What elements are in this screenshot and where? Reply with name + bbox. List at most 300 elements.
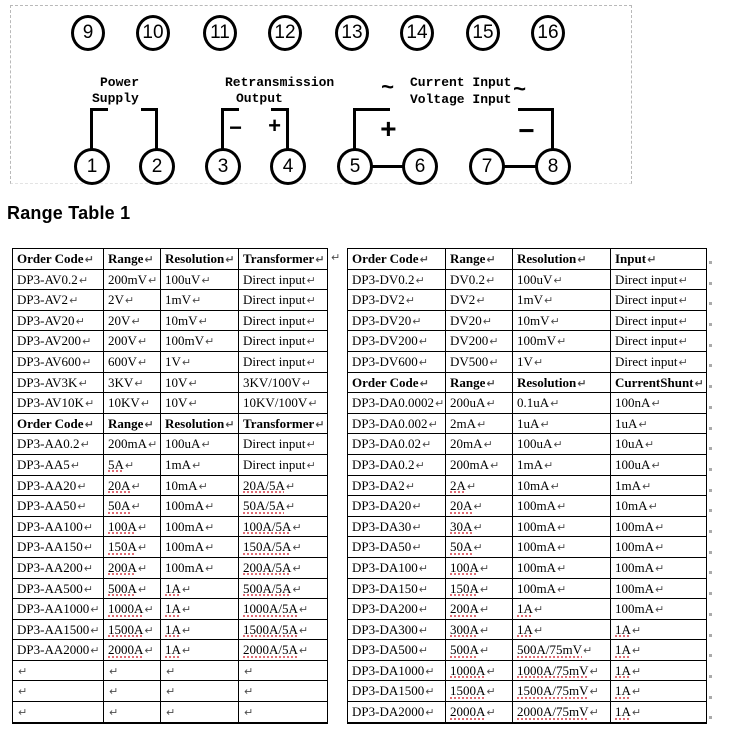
table-cell <box>239 640 328 661</box>
cell-text: DP3-DA50 <box>352 539 412 555</box>
cell-text: 1500A <box>450 683 486 699</box>
table-cell <box>348 269 446 290</box>
cell-text: Order Code <box>352 374 419 390</box>
row-end-mark <box>709 551 712 554</box>
paragraph-mark: ↵ <box>84 417 94 431</box>
table-row <box>348 372 707 393</box>
table-cell <box>513 578 611 599</box>
cell-text: DP3-DV20 <box>352 312 412 328</box>
paragraph-mark: ↵ <box>69 294 79 308</box>
table-cell <box>446 619 513 640</box>
table-row <box>348 516 707 537</box>
paragraph-mark: ↵ <box>131 314 141 328</box>
table-cell <box>513 454 611 475</box>
table-row <box>13 372 328 393</box>
table-cell <box>161 702 239 723</box>
paragraph-mark: ↵ <box>75 314 85 328</box>
table-row <box>348 702 707 723</box>
cell-text: 1mA <box>165 456 191 472</box>
cell-text: 500A/5A <box>243 580 292 596</box>
paragraph-mark: ↵ <box>557 561 567 575</box>
paragraph-mark: ↵ <box>557 520 567 534</box>
table-cell <box>611 413 707 434</box>
cell-text: 1000A <box>450 662 486 678</box>
table-cell <box>348 496 446 517</box>
row-end-mark <box>709 261 712 264</box>
cell-text: 50A <box>108 498 131 514</box>
table-row <box>348 496 707 517</box>
paragraph-mark: ↵ <box>134 376 144 390</box>
cell-text: DP3-AA100 <box>17 518 83 534</box>
paragraph-mark: ↵ <box>489 335 499 349</box>
column-header-cell <box>104 413 161 434</box>
paragraph-mark: ↵ <box>678 355 688 369</box>
input-minus-sign: − <box>518 118 535 149</box>
cell-text: DP3-AA2000 <box>17 642 90 658</box>
cell-text: 1A <box>517 621 533 637</box>
table-row <box>348 290 707 311</box>
cell-text: 100mA <box>615 518 654 534</box>
paragraph-mark: ↵ <box>205 500 215 514</box>
cell-text: DP3-AA1000 <box>17 601 90 617</box>
table-row <box>348 578 707 599</box>
cell-text: 10V <box>165 374 188 390</box>
paragraph-mark: ↵ <box>301 376 311 390</box>
paragraph-mark: ↵ <box>479 623 490 637</box>
table-cell <box>104 372 161 393</box>
cell-text: DP3-AV200 <box>17 333 82 349</box>
cell-text: 100mA <box>615 601 654 617</box>
cell-text: Range <box>450 374 486 390</box>
cell-text: 500A/75mV <box>517 642 582 658</box>
cell-text: DP3-DA2 <box>352 477 405 493</box>
table-cell <box>104 557 161 578</box>
paragraph-mark: ↵ <box>589 685 599 699</box>
cell-text: 2000A <box>108 642 144 658</box>
wire <box>286 108 289 150</box>
paragraph-mark: ↵ <box>476 294 486 308</box>
cell-text: 200uA <box>450 395 486 411</box>
paragraph-mark: ↵ <box>655 520 665 534</box>
table-cell <box>239 331 328 352</box>
paragraph-mark: ↵ <box>651 397 661 411</box>
wire <box>353 108 356 150</box>
table-cell <box>446 599 513 620</box>
cell-text: 20A/5A <box>243 477 285 493</box>
paragraph-mark: ↵ <box>144 417 154 431</box>
cell-text: DP3-AV2 <box>17 292 69 308</box>
table-cell <box>161 351 239 372</box>
cell-text: 2A <box>450 477 466 493</box>
cell-text: 0.1uA <box>517 395 550 411</box>
table-cell <box>611 619 707 640</box>
paragraph-mark: ↵ <box>181 644 192 658</box>
table-cell <box>611 557 707 578</box>
cell-text: CurrentShunt <box>615 374 694 390</box>
cell-text: DV200 <box>450 333 489 349</box>
cell-text: Direct input <box>615 312 678 328</box>
paragraph-mark: ↵ <box>642 479 652 493</box>
cell-text: DP3-DA1000 <box>352 662 425 678</box>
paragraph-mark: ↵ <box>418 561 428 575</box>
table-cell <box>348 475 446 496</box>
cell-text: 200A/5A <box>243 559 292 575</box>
table-row <box>13 351 328 372</box>
cell-text: Transformer <box>243 415 315 431</box>
table-row <box>13 269 328 290</box>
table-cell <box>13 578 104 599</box>
range-table-right <box>347 248 707 724</box>
table-cell <box>348 702 446 723</box>
paragraph-mark: ↵ <box>181 582 192 596</box>
paragraph-mark: ↵ <box>83 520 93 534</box>
cell-text: 10V <box>165 395 188 411</box>
table-row <box>348 249 707 270</box>
table-cell <box>13 290 104 311</box>
table-cell <box>513 331 611 352</box>
paragraph-mark: ↵ <box>124 294 135 308</box>
cell-text: 100mA <box>165 539 204 555</box>
terminal-6: 6 <box>402 148 438 185</box>
wire <box>92 108 108 111</box>
terminal-14: 14 <box>400 15 434 51</box>
terminal-5: 5 <box>337 148 373 185</box>
cell-text: 10mV <box>517 312 550 328</box>
table-row <box>348 434 707 455</box>
cell-text: 20A <box>450 498 473 514</box>
paragraph-mark: ↵ <box>306 355 316 369</box>
table-cell <box>104 393 161 414</box>
paragraph-mark: ↵ <box>285 479 296 493</box>
table-cell <box>611 681 707 702</box>
table-cell <box>348 310 446 331</box>
section-title: Range Table 1 <box>7 203 131 223</box>
paragraph-mark: ↵ <box>306 458 316 472</box>
cell-text: 100nA <box>615 395 651 411</box>
paragraph-mark: ↵ <box>473 520 483 534</box>
paragraph-mark: ↵ <box>544 458 554 472</box>
retransmission-minus-sign: − <box>229 117 243 142</box>
paragraph-mark: ↵ <box>148 438 158 452</box>
table-cell <box>13 537 104 558</box>
cell-text: 1A <box>165 642 181 658</box>
cell-text: 10mA <box>165 477 198 493</box>
wire <box>221 108 224 150</box>
cell-text: 2000A/75mV <box>517 704 589 720</box>
table-cell <box>513 681 611 702</box>
paragraph-mark: ↵ <box>419 376 429 390</box>
paragraph-mark: ↵ <box>192 294 202 308</box>
paragraph-mark: ↵ <box>124 458 135 472</box>
paragraph-mark: ↵ <box>18 685 28 699</box>
terminal-9: 9 <box>71 15 105 51</box>
table-cell <box>446 434 513 455</box>
table-row <box>13 434 328 455</box>
table-cell <box>513 619 611 640</box>
range-table-left <box>12 248 328 724</box>
cell-text: DP3-AA1500 <box>17 621 90 637</box>
paragraph-mark: ↵ <box>80 438 90 452</box>
cell-text: 1V <box>517 353 533 369</box>
paragraph-mark: ↵ <box>544 294 554 308</box>
cell-text: 1A <box>615 621 631 637</box>
paragraph-mark: ↵ <box>550 479 560 493</box>
table-cell <box>348 599 446 620</box>
cell-text: 300A <box>450 621 479 637</box>
table-cell <box>161 578 239 599</box>
cell-text: 3KV/100V <box>243 374 301 390</box>
column-header-cell <box>611 249 707 270</box>
cell-text: Resolution <box>165 251 225 266</box>
cell-text: 100uA <box>517 436 553 452</box>
table-cell <box>13 660 104 681</box>
table-row <box>13 599 328 620</box>
paragraph-mark: ↵ <box>631 644 642 658</box>
paragraph-mark: ↵ <box>489 355 499 369</box>
cell-text: 150A <box>108 539 137 555</box>
table-cell <box>239 496 328 517</box>
cell-text: 100mV <box>517 333 556 349</box>
table-cell <box>104 619 161 640</box>
paragraph-mark: ↵ <box>144 603 154 617</box>
cell-text: DP3-AV600 <box>17 353 82 369</box>
paragraph-mark: ↵ <box>418 355 428 369</box>
table-cell <box>161 393 239 414</box>
cell-text: 100uA <box>615 456 651 472</box>
cell-text: Resolution <box>517 251 577 266</box>
table-row <box>13 310 328 331</box>
paragraph-mark: ↵ <box>553 273 563 287</box>
cell-text: DP3-DA150 <box>352 580 418 596</box>
paragraph-mark: ↵ <box>678 273 688 287</box>
cell-text: Direct input <box>615 292 678 308</box>
column-header-cell <box>611 372 707 393</box>
table-cell <box>239 578 328 599</box>
table-cell <box>104 351 161 372</box>
column-header-cell <box>104 249 161 270</box>
wire <box>353 108 390 111</box>
table-cell <box>513 310 611 331</box>
paragraph-mark: ↵ <box>631 706 642 720</box>
table-cell <box>161 537 239 558</box>
paragraph-mark: ↵ <box>201 438 211 452</box>
row-end-mark <box>709 592 712 595</box>
paragraph-mark: ↵ <box>90 623 100 637</box>
table-row <box>13 413 328 434</box>
table-cell <box>161 269 239 290</box>
cell-text: Direct input <box>243 312 306 328</box>
paragraph-mark: ↵ <box>144 644 154 658</box>
paragraph-mark: ↵ <box>678 294 688 308</box>
paragraph-mark: ↵ <box>553 438 563 452</box>
table-cell <box>513 351 611 372</box>
power-label-line2: Supply <box>92 91 139 106</box>
table-cell <box>513 599 611 620</box>
cell-text: 100mA <box>615 539 654 555</box>
paragraph-mark: ↵ <box>188 397 198 411</box>
table-cell <box>104 578 161 599</box>
cell-text: 100A/5A <box>243 518 292 534</box>
table-cell <box>513 640 611 661</box>
table-cell <box>104 537 161 558</box>
table-row <box>13 393 328 414</box>
paragraph-mark: ↵ <box>181 623 192 637</box>
cell-text: 500A <box>450 642 479 658</box>
paragraph-mark: ↵ <box>533 355 544 369</box>
paragraph-mark: ↵ <box>655 582 665 596</box>
table-cell <box>104 599 161 620</box>
table-cell <box>13 599 104 620</box>
cell-text: Input <box>615 251 647 266</box>
table-cell <box>348 351 446 372</box>
paragraph-mark: ↵ <box>412 500 422 514</box>
cell-text: DP3-DA500 <box>352 642 418 658</box>
cell-text: DP3-AV20 <box>17 312 75 328</box>
row-end-mark <box>709 427 712 430</box>
table-cell <box>161 599 239 620</box>
table-row <box>13 660 328 681</box>
paragraph-mark: ↵ <box>90 644 100 658</box>
cell-text: Resolution <box>517 374 577 390</box>
paragraph-mark: ↵ <box>331 251 341 264</box>
row-end-mark <box>709 406 712 409</box>
column-header-cell <box>161 249 239 270</box>
cell-text: DP3-AV3K <box>17 374 78 390</box>
table-row <box>13 681 328 702</box>
table-cell <box>611 269 707 290</box>
paragraph-mark: ↵ <box>655 603 665 617</box>
table-row <box>348 269 707 290</box>
paragraph-mark: ↵ <box>486 706 496 720</box>
paragraph-mark: ↵ <box>405 294 415 308</box>
row-end-mark <box>709 634 712 637</box>
table-cell <box>161 475 239 496</box>
table-cell <box>446 290 513 311</box>
table-row <box>13 578 328 599</box>
row-end-mark <box>709 489 712 492</box>
cell-text: DP3-DA0.002 <box>352 415 428 431</box>
cell-text: 1500A/5A <box>243 621 298 637</box>
table-row <box>13 557 328 578</box>
cell-text: 50A/5A <box>243 498 285 514</box>
column-header-cell <box>13 413 104 434</box>
table-row <box>348 351 707 372</box>
column-header-cell <box>348 249 446 270</box>
table-row <box>13 496 328 517</box>
paragraph-mark: ↵ <box>109 685 119 699</box>
cell-text: 100mA <box>615 559 654 575</box>
table-cell <box>446 331 513 352</box>
paragraph-mark: ↵ <box>651 458 661 472</box>
terminal-3: 3 <box>205 148 241 185</box>
paragraph-mark: ↵ <box>655 561 665 575</box>
column-header-cell <box>513 249 611 270</box>
paragraph-mark: ↵ <box>421 438 432 452</box>
paragraph-mark: ↵ <box>655 541 665 555</box>
paragraph-mark: ↵ <box>292 561 302 575</box>
column-header-cell <box>513 372 611 393</box>
paragraph-mark: ↵ <box>306 273 316 287</box>
cell-text: 1A <box>615 642 631 658</box>
table-cell <box>348 290 446 311</box>
cell-text: DP3-AV10K <box>17 395 84 411</box>
paragraph-mark: ↵ <box>205 541 215 555</box>
table-cell <box>446 413 513 434</box>
cell-text: 100mA <box>517 580 556 596</box>
table-row <box>348 393 707 414</box>
paragraph-mark: ↵ <box>308 397 318 411</box>
cell-text: Order Code <box>352 251 419 266</box>
paragraph-mark: ↵ <box>678 335 688 349</box>
table-cell <box>348 640 446 661</box>
table-row <box>13 249 328 270</box>
paragraph-mark: ↵ <box>205 561 215 575</box>
cell-text: DP3-DV200 <box>352 333 418 349</box>
cell-text: 100mA <box>165 498 204 514</box>
paragraph-mark: ↵ <box>144 253 154 266</box>
cell-text: 1000A/75mV <box>517 662 589 678</box>
table-cell <box>348 413 446 434</box>
table-cell <box>611 496 707 517</box>
column-header-cell <box>348 372 446 393</box>
table-cell <box>348 331 446 352</box>
cell-text: 100mA <box>615 580 654 596</box>
paragraph-mark: ↵ <box>479 582 490 596</box>
row-end-mark <box>709 613 712 616</box>
table-cell <box>13 557 104 578</box>
cell-text: Resolution <box>165 415 225 431</box>
paragraph-mark: ↵ <box>78 376 88 390</box>
table-cell <box>239 537 328 558</box>
table-cell <box>13 310 104 331</box>
paragraph-mark: ↵ <box>18 664 28 678</box>
cell-text: 100mA <box>165 559 204 575</box>
paragraph-mark: ↵ <box>419 253 429 266</box>
table-cell <box>161 496 239 517</box>
cell-text: Order Code <box>17 251 84 266</box>
paragraph-mark: ↵ <box>425 685 435 699</box>
terminal-10: 10 <box>136 15 170 51</box>
terminal-2: 2 <box>139 148 175 185</box>
paragraph-mark: ↵ <box>486 273 496 287</box>
cell-text: 1A <box>615 662 631 678</box>
table-cell <box>104 640 161 661</box>
terminal-4: 4 <box>270 148 306 185</box>
row-end-mark <box>709 323 712 326</box>
paragraph-mark: ↵ <box>415 458 425 472</box>
cell-text: 1A <box>517 601 533 617</box>
ac-tilde-icon: ~ <box>513 78 527 103</box>
paragraph-mark: ↵ <box>557 582 567 596</box>
table-cell <box>513 434 611 455</box>
cell-text: DV2 <box>450 292 476 308</box>
cell-text: DV20 <box>450 312 482 328</box>
table-cell <box>446 475 513 496</box>
cell-text: Range <box>108 251 144 266</box>
cell-text: 1A <box>615 683 631 699</box>
row-end-mark <box>709 344 712 347</box>
cell-text: 100uV <box>517 271 553 287</box>
cell-text: DP3-AV0.2 <box>17 271 78 287</box>
wire <box>90 108 93 150</box>
table-cell <box>239 372 328 393</box>
paragraph-mark: ↵ <box>192 458 202 472</box>
paragraph-mark: ↵ <box>540 417 550 431</box>
paragraph-mark: ↵ <box>589 664 599 678</box>
cell-text: 1mA <box>517 456 543 472</box>
table-cell <box>348 578 446 599</box>
paragraph-mark: ↵ <box>412 520 422 534</box>
